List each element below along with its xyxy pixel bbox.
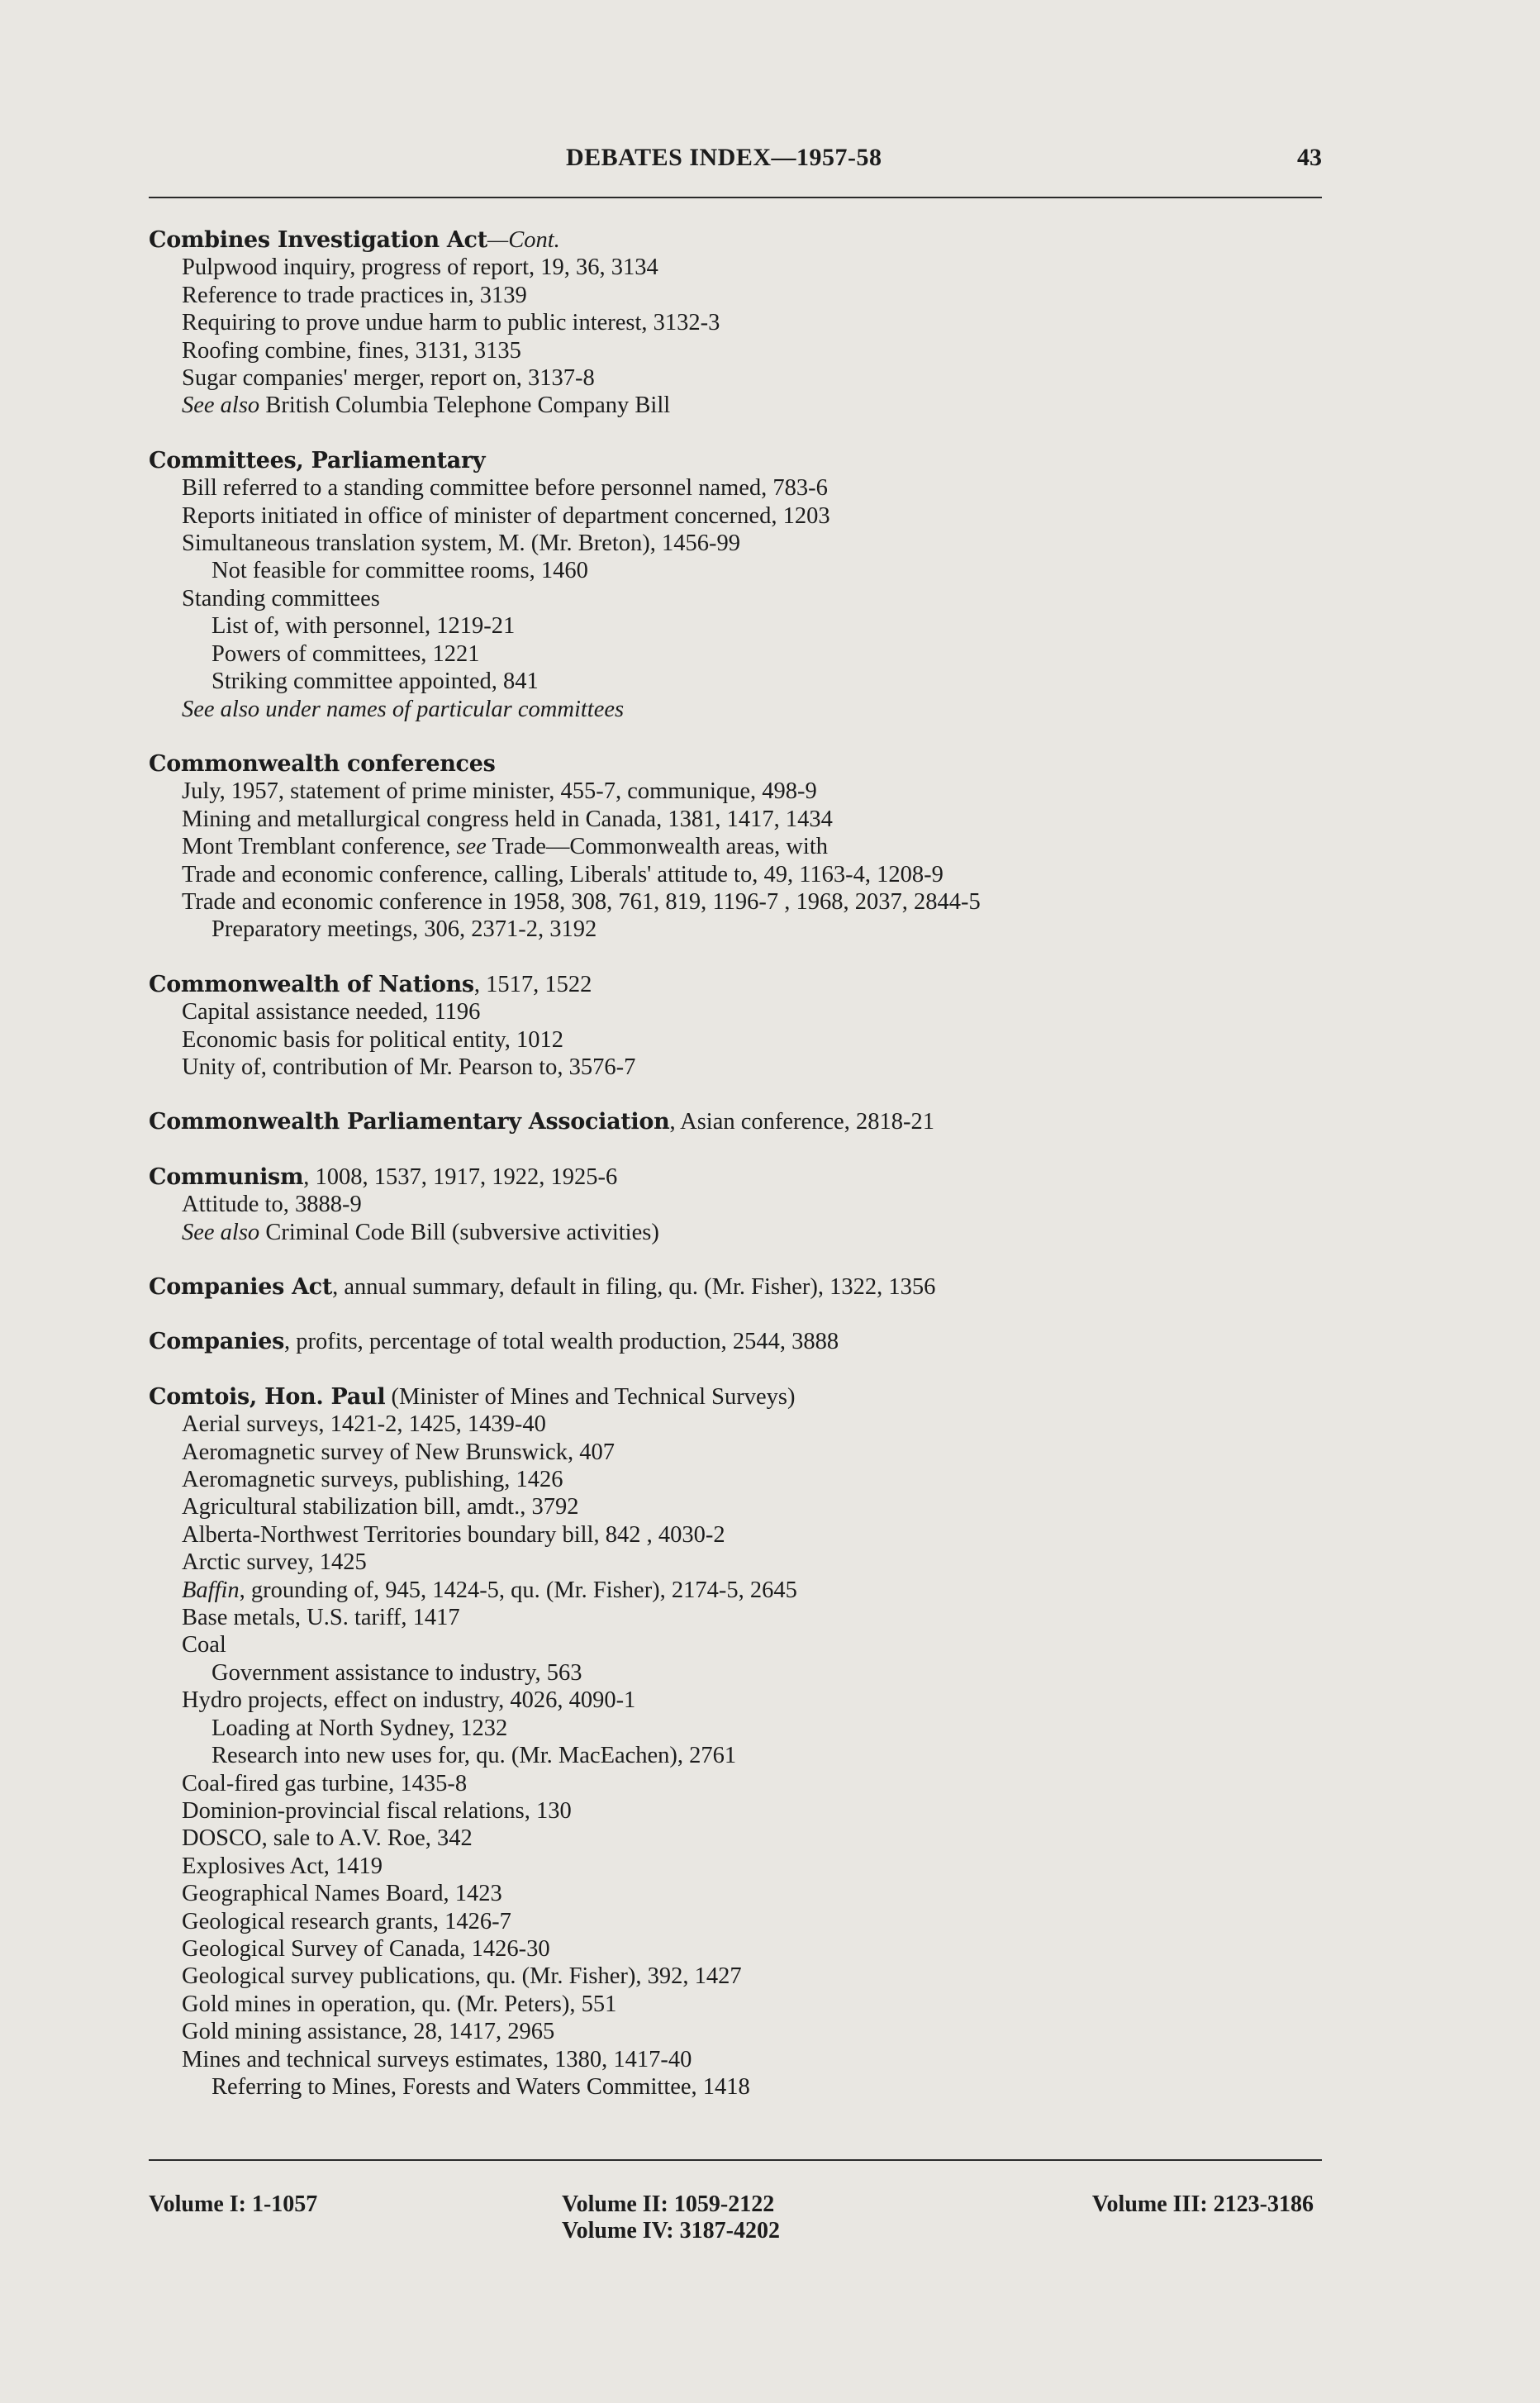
subentry	[149, 1191, 1322, 1218]
running-title: DEBATES INDEX—1957-58	[566, 144, 882, 171]
subentry-text: Mont Tremblant conference,	[182, 834, 457, 860]
sub-subentry	[149, 1715, 1322, 1742]
subentry-text: Aerial surveys, 1421-2, 1425, 1439-40	[182, 1411, 546, 1438]
subentry-text: Coal	[182, 1632, 226, 1658]
subentry	[149, 1604, 1322, 1631]
entry-heading-line	[149, 971, 1322, 998]
subentry	[149, 1549, 1322, 1576]
index-entry	[149, 1383, 1322, 2101]
subentry	[149, 1935, 1322, 1963]
subentry-text: British Columbia Telephone Company Bill	[259, 393, 671, 419]
subentry	[149, 806, 1322, 833]
sub-subentry	[149, 2073, 1322, 2101]
subentry	[149, 364, 1322, 392]
subentry-text: Economic basis for political entity, 1012	[182, 1026, 563, 1053]
volume-2-range: Volume II: 1059-2122	[562, 2191, 775, 2217]
entry-heading: Companies Act	[149, 1274, 333, 1300]
subentry-text: Base metals, U.S. tariff, 1417	[182, 1605, 460, 1631]
subentry	[149, 2018, 1322, 2045]
footer-rule	[149, 2159, 1322, 2161]
subentry	[149, 1825, 1322, 1852]
subentry-text: Agricultural stabilization bill, amdt., 3792	[182, 1494, 579, 1520]
subentry-text: Simultaneous translation system, M. (Mr. Breton), 1456-99	[182, 531, 741, 557]
subentry-text: Gold mines in operation, qu. (Mr. Peters), 551	[182, 1991, 617, 2017]
subentry-text: List of, with personnel, 1219-21	[212, 613, 516, 640]
subentry-text: Hydro projects, effect on industry, 4026, 4090-1	[182, 1687, 636, 1714]
subentry	[149, 1411, 1322, 1438]
subentry-text: Unity of, contribution of Mr. Pearson to, 3576-7	[182, 1054, 636, 1080]
subentry-text: Geographical Names Board, 1423	[182, 1881, 502, 1907]
subentry-text: Trade—Commonwealth areas, with	[486, 834, 829, 860]
entry-heading: Comtois, Hon. Paul	[149, 1383, 386, 1410]
cross-reference: See also under names of particular committees	[182, 696, 625, 722]
sub-subentry	[149, 612, 1322, 640]
subentry-text: Attitude to, 3888-9	[182, 1192, 362, 1218]
entry-heading-line	[149, 1108, 1322, 1135]
entry-heading: Companies	[149, 1329, 285, 1355]
subentry	[149, 778, 1322, 805]
sub-subentry	[149, 1659, 1322, 1687]
index-entry	[149, 750, 1322, 944]
subentry	[149, 998, 1322, 1025]
entry-heading-line	[149, 226, 1322, 254]
subentry-text: Dominion-provincial fiscal relations, 130	[182, 1797, 572, 1824]
subentry-text: , grounding of, 945, 1424-5, qu. (Mr. Fisher), 2174-5, 2645	[239, 1577, 797, 1603]
cross-reference: See also	[182, 393, 260, 419]
subentry-text: Loading at North Sydney, 1232	[212, 1715, 508, 1741]
subentry-text: Bill referred to a standing committee before personnel named, 783-6	[182, 475, 828, 502]
subentry-text: Mines and technical surveys estimates, 1380, 1417-40	[182, 2046, 692, 2072]
index-entry	[149, 1328, 1322, 1355]
subentry	[149, 1493, 1322, 1520]
subentry	[149, 1880, 1322, 1907]
subentry-text: Capital assistance needed, 1196	[182, 999, 481, 1025]
subentry-text: Gold mining assistance, 28, 1417, 2965	[182, 2019, 555, 2045]
entry-heading-line	[149, 750, 1322, 778]
entry-heading: Committees, Parliamentary	[149, 447, 486, 473]
entry-heading: Commonwealth of Nations	[149, 971, 474, 997]
subentry	[149, 530, 1322, 557]
subentry-text: Requiring to prove undue harm to public interest, 3132-3	[182, 310, 720, 336]
subentry	[149, 2046, 1322, 2073]
sub-subentry	[149, 1742, 1322, 1769]
subentry-text: Trade and economic conference in 1958, 308, 761, 819, 1196-7 , 1968, 2037, 2844-5	[182, 888, 981, 915]
subentry-text: Research into new uses for, qu. (Mr. MacEachen), 2761	[212, 1743, 737, 1769]
subentry	[149, 888, 1322, 916]
subentry	[149, 1963, 1322, 1990]
subentry	[149, 309, 1322, 336]
subentry	[149, 1054, 1322, 1081]
subentry	[149, 337, 1322, 364]
subentry	[149, 1219, 1322, 1246]
subentry-text: Mining and metallurgical congress held in Canada, 1381, 1417, 1434	[182, 806, 833, 832]
subentry	[149, 1853, 1322, 1880]
subentry-text: Coal-fired gas turbine, 1435-8	[182, 1770, 468, 1796]
index-entry	[149, 971, 1322, 1082]
sub-subentry	[149, 916, 1322, 943]
subentry	[149, 696, 1322, 723]
subentry-text: Roofing combine, fines, 3131, 3135	[182, 337, 521, 364]
subentry-text: Standing committees	[182, 585, 380, 611]
subentry-text: Reports initiated in office of minister of department concerned, 1203	[182, 502, 830, 529]
subentry-text: Geological research grants, 1426-7	[182, 1908, 511, 1934]
subentry	[149, 1631, 1322, 1658]
page-number: 43	[1297, 144, 1322, 171]
volume-2-4-ranges	[562, 2191, 780, 2244]
entry-heading: Communism	[149, 1163, 304, 1190]
subentry	[149, 474, 1322, 502]
subentry-text: Criminal Code Bill (subversive activities)	[259, 1219, 659, 1245]
entry-heading-refs: , profits, percentage of total wealth production, 2544, 3888	[284, 1329, 839, 1355]
entry-heading-line	[149, 1383, 1322, 1411]
subentry-text: Government assistance to industry, 563	[212, 1659, 582, 1686]
entry-heading: Commonwealth Parliamentary Association	[149, 1109, 670, 1135]
subentry-text: DOSCO, sale to A.V. Roe, 342	[182, 1825, 473, 1852]
index-entry	[149, 1163, 1322, 1246]
volume-1-range: Volume I: 1-1057	[149, 2191, 318, 2217]
subentry-text: Geological survey publications, qu. (Mr. Fisher), 392, 1427	[182, 1963, 742, 1990]
index-entry	[149, 447, 1322, 723]
subentry-text: Reference to trade practices in, 3139	[182, 282, 527, 308]
subentry	[149, 585, 1322, 612]
subentry	[149, 1770, 1322, 1797]
subentry	[149, 861, 1322, 888]
subentry	[149, 1439, 1322, 1466]
entry-heading-line	[149, 447, 1322, 474]
subentry	[149, 502, 1322, 530]
subentry	[149, 392, 1322, 419]
entry-heading-refs: , Asian conference, 2818-21	[669, 1109, 934, 1135]
subentry	[149, 1466, 1322, 1493]
cross-reference: See also	[182, 1219, 260, 1245]
sub-subentry	[149, 668, 1322, 695]
index-entry	[149, 1273, 1322, 1301]
subentry	[149, 254, 1322, 281]
sub-subentry	[149, 557, 1322, 584]
subentry-text: July, 1957, statement of prime minister, 455-7, communique, 498-9	[182, 778, 817, 805]
subentry	[149, 1577, 1322, 1604]
subentry	[149, 1991, 1322, 2018]
sub-subentry	[149, 640, 1322, 668]
entry-heading-line	[149, 1163, 1322, 1191]
subentry-text: Sugar companies' merger, report on, 3137-8	[182, 365, 595, 392]
subentry-text: Powers of committees, 1221	[212, 640, 480, 667]
volume-3-range: Volume III: 2123-3186	[1091, 2191, 1314, 2217]
subentry-text: Referring to Mines, Forests and Waters Committee, 1418	[212, 2073, 750, 2100]
subentry-text: Explosives Act, 1419	[182, 1853, 383, 1879]
subentry	[149, 1687, 1322, 1714]
subentry-text: Geological Survey of Canada, 1426-30	[182, 1935, 550, 1962]
subentry-text: Aeromagnetic surveys, publishing, 1426	[182, 1467, 563, 1493]
index-entry	[149, 1108, 1322, 1135]
subentry	[149, 1521, 1322, 1549]
entry-heading-refs: , annual summary, default in filing, qu. (Mr. Fisher), 1322, 1356	[332, 1274, 936, 1300]
subentry	[149, 1908, 1322, 1935]
entry-heading-refs: (Minister of Mines and Technical Surveys)	[385, 1383, 796, 1410]
entry-heading-line	[149, 1273, 1322, 1301]
subentry-text: Alberta-Northwest Territories boundary bill, 842 , 4030-2	[182, 1521, 725, 1548]
entry-heading-continued: —Cont.	[487, 227, 560, 253]
cross-reference: see	[456, 834, 487, 860]
subentry-text: Striking committee appointed, 841	[212, 669, 539, 695]
header-rule	[149, 197, 1322, 198]
entry-heading-refs: , 1008, 1537, 1917, 1922, 1925-6	[303, 1163, 618, 1190]
subentry-text: Preparatory meetings, 306, 2371-2, 3192	[212, 916, 597, 943]
page-header	[149, 144, 1322, 180]
subentry	[149, 282, 1322, 309]
subentry-text: Not feasible for committee rooms, 1460	[212, 558, 588, 584]
volume-footer	[149, 2191, 1322, 2258]
cross-reference: Baffin	[182, 1577, 240, 1603]
index-entry	[149, 226, 1322, 420]
entry-heading-line	[149, 1328, 1322, 1355]
subentry-text: Arctic survey, 1425	[182, 1549, 367, 1576]
subentry	[149, 1797, 1322, 1825]
subentry	[149, 833, 1322, 860]
volume-4-range: Volume IV: 3187-4202	[562, 2218, 780, 2244]
subentry-text: Trade and economic conference, calling, Liberals' attitude to, 49, 1163-4, 1208-9	[182, 861, 943, 887]
subentry-text: Pulpwood inquiry, progress of report, 19, 36, 3134	[182, 255, 658, 281]
subentry	[149, 1026, 1322, 1054]
subentry-text: Aeromagnetic survey of New Brunswick, 407	[182, 1439, 615, 1465]
entry-heading-refs: , 1517, 1522	[473, 971, 592, 997]
index-body	[149, 226, 1322, 2128]
entry-heading: Commonwealth conferences	[149, 750, 496, 777]
entry-heading: Combines Investigation Act	[149, 227, 487, 253]
